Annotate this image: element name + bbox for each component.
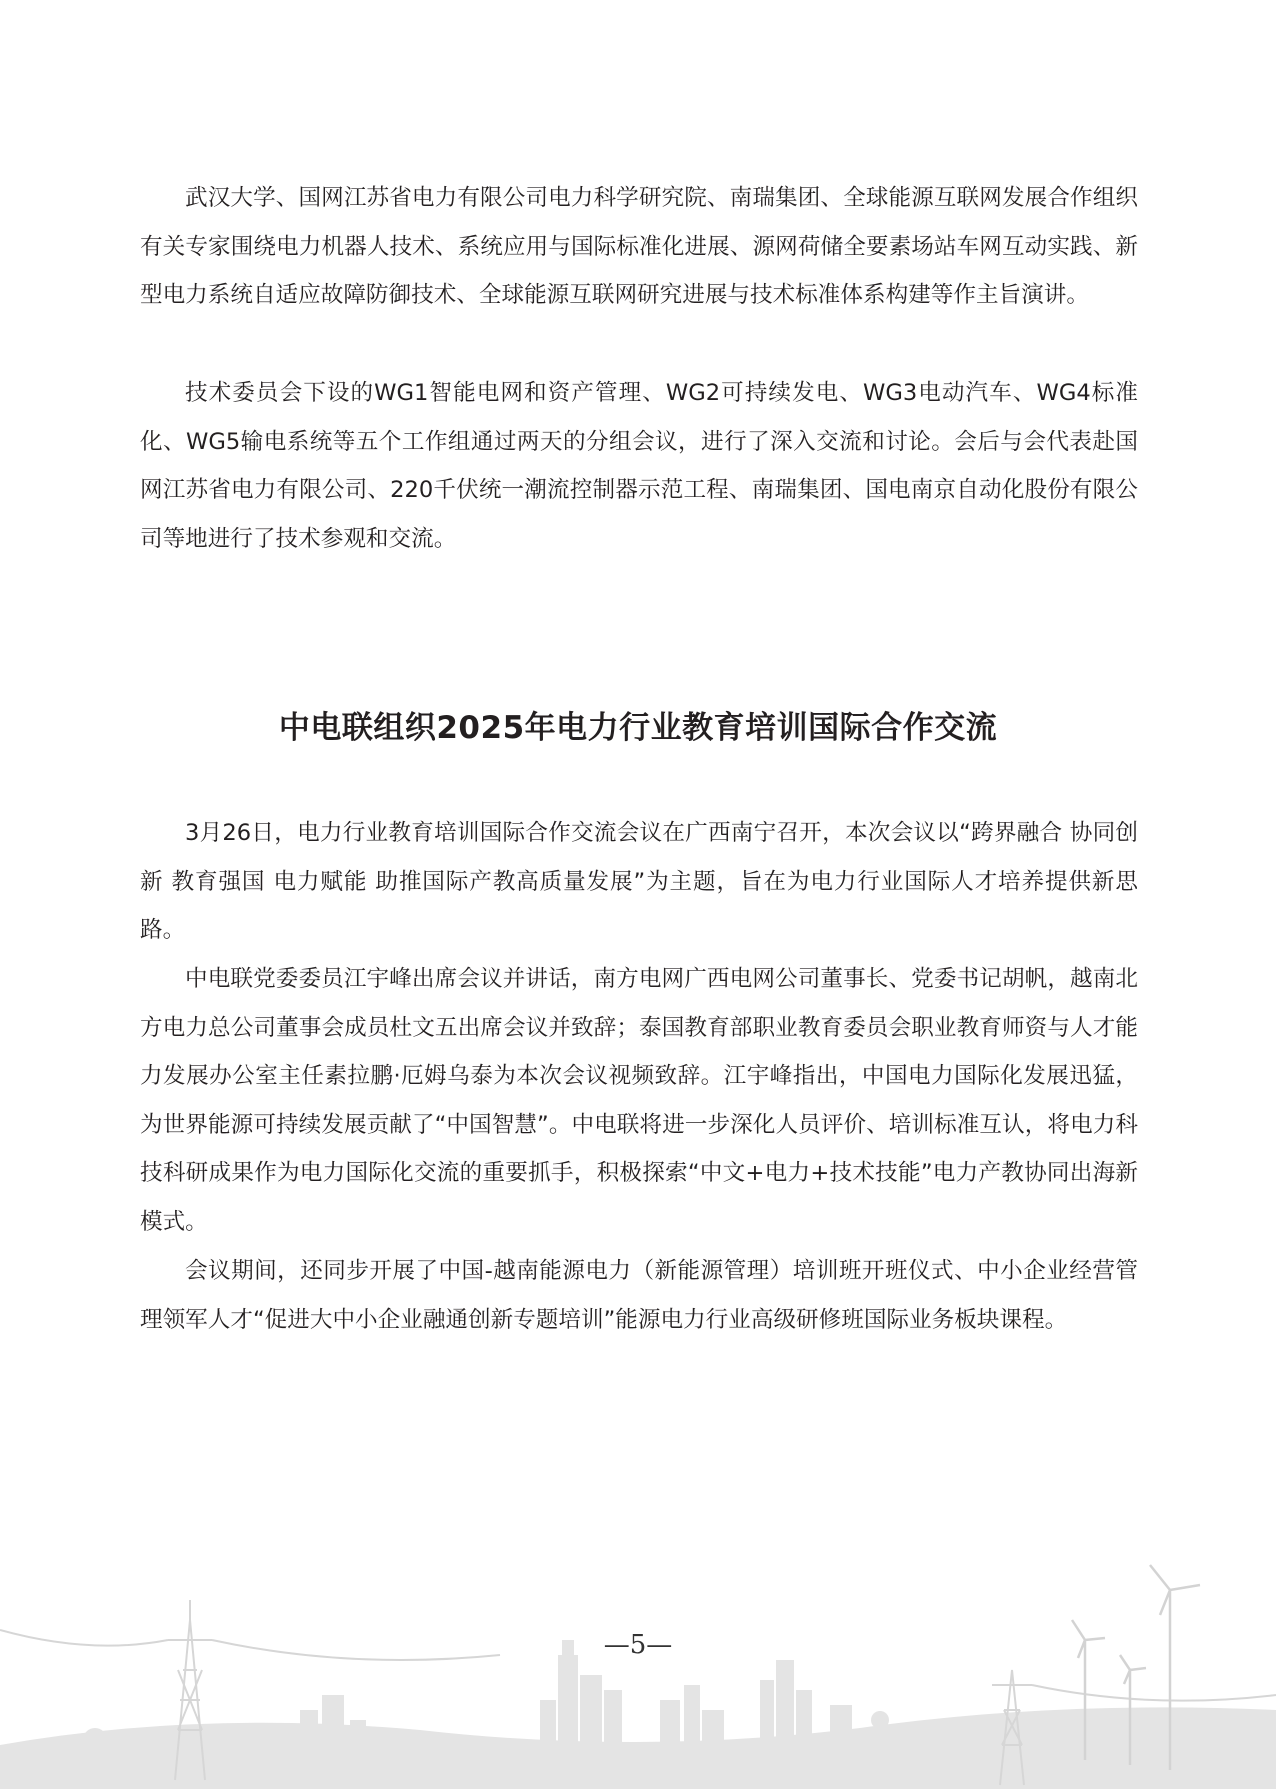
- page-number: —5—: [603, 1630, 673, 1660]
- tree: [1019, 1724, 1041, 1746]
- building: [660, 1700, 680, 1750]
- building: [322, 1695, 344, 1760]
- building: [702, 1710, 724, 1750]
- building: [604, 1690, 622, 1755]
- building: [1100, 1715, 1120, 1755]
- section2-paragraph-3: 会议期间，还同步开展了中国-越南能源电力（新能源管理）培训班开班仪式、中小企业经营管理领军人才“促进大中小企业融通创新专题培训”能源电力行业高级研修班国际业务板块课程。: [140, 1258, 1138, 1333]
- section-title: 中电联组织2025年电力行业教育培训国际合作交流: [278, 710, 998, 746]
- building: [540, 1700, 556, 1755]
- building: [796, 1690, 812, 1750]
- section2-paragraph-2: 中电联党委委员江宇峰出席会议并讲话，南方电网广西电网公司董事长、党委书记胡帆，越南北方电力总公司董事会成员杜文五出席会议并致辞；泰国教育部职业教育委员会职业教育师资与人才能力发展办公室主任素拉鹏·厄姆乌泰为本次会议视频致辞。江宇峰指出，中国电力国际化发展迅猛，为世界能源可持续发展贡献了“中国智慧”。中电联将进一步深化人员评价、培训标准互认，将电力科技科研成果作为电力国际化交流的重要抓手，积极探索“中文+电力+技术技能”电力产教协同出海新模式。: [140, 966, 1138, 1235]
- building: [350, 1720, 366, 1760]
- tree-trunk: [93, 1748, 97, 1762]
- section1-paragraph-1: 武汉大学、国网江苏省电力有限公司电力科学研究院、南瑞集团、全球能源互联网发展合作组织有关专家围绕电力机器人技术、系统应用与国际标准化进展、源网荷储全要素场站车网互动实践、新型电力系统自适应故障防御技术、全球能源互联网研究进展与技术标准体系构建等作主旨演讲。: [140, 185, 1138, 309]
- footer-cityscape-illustration: [0, 1560, 1276, 1789]
- building: [558, 1655, 578, 1755]
- building: [300, 1710, 318, 1760]
- section1-paragraph-2: 技术委员会下设的WG1智能电网和资产管理、WG2可持续发电、WG3电动汽车、WG4标准化、WG5输电系统等五个工作组通过两天的分组会议，进行了深入交流和讨论。会后与会代表赴国网江苏省电力有限公司、220千伏统一潮流控制器示范工程、南瑞集团、国电南京自动化股份有限公司等地进行了技术参观和交流。: [140, 380, 1138, 552]
- building: [684, 1685, 700, 1750]
- section2-paragraph-1: 3月26日，电力行业教育培训国际合作交流会议在广西南宁召开，本次会议以“跨界融合 协同创新 教育强国 电力赋能 助推国际产教高质量发展”为主题，旨在为电力行业国际人才培养提供新思路。: [140, 820, 1138, 944]
- tree: [871, 1711, 889, 1729]
- building: [760, 1680, 774, 1750]
- building: [830, 1705, 852, 1750]
- building: [580, 1675, 602, 1755]
- tree: [385, 1728, 405, 1748]
- power-line: [1032, 1685, 1276, 1701]
- building: [776, 1660, 794, 1750]
